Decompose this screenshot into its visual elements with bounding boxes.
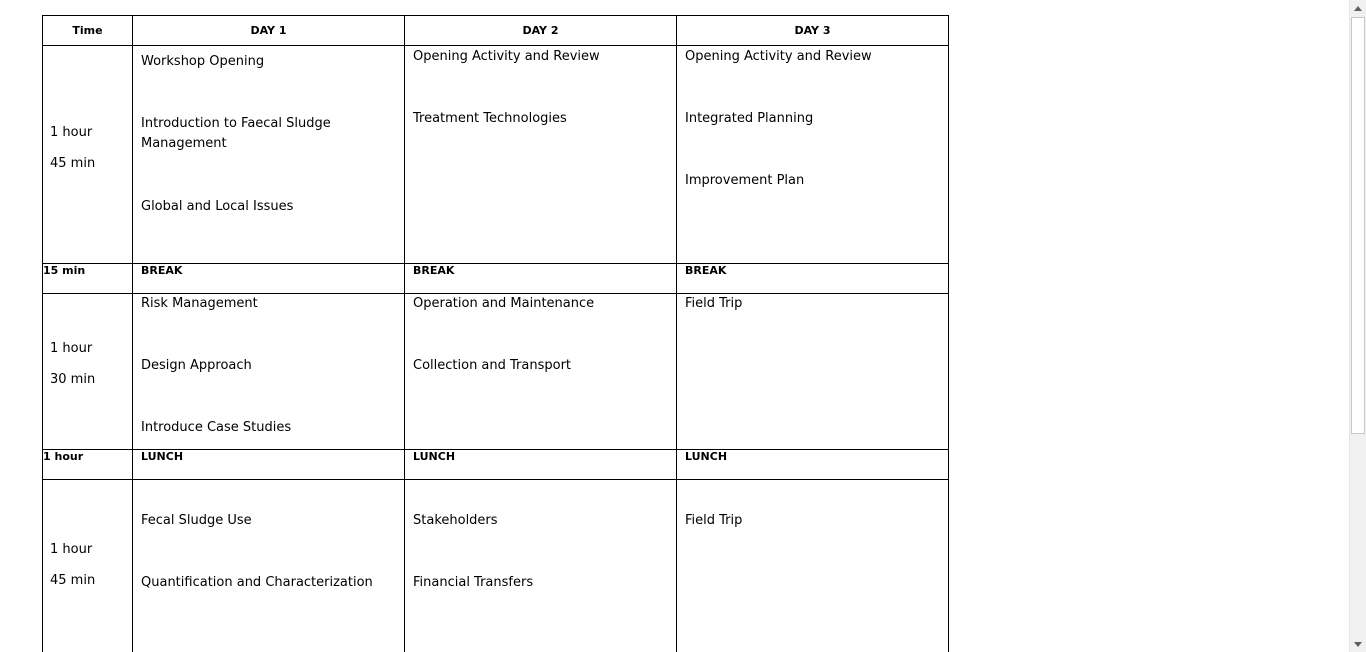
session3-day1-item: Fecal Sludge Use — [141, 513, 252, 528]
session3-day1-item: Quantification and Characterization — [141, 575, 373, 590]
lunch-row — [43, 450, 949, 480]
header-time: Time — [43, 16, 133, 46]
session2-day1-item: Introduce Case Studies — [141, 420, 292, 435]
session1-day1-item: Workshop Opening — [141, 54, 265, 69]
session1-time-line1: 1 hour — [50, 125, 93, 140]
lunch-day2: LUNCH — [405, 450, 677, 480]
session2-day3-item: Field Trip — [685, 296, 743, 311]
session3-time-line1: 1 hour — [50, 542, 93, 557]
session2-day2-item: Operation and Maintenance — [413, 296, 595, 311]
workshop-schedule-table — [42, 15, 949, 652]
session2-row — [43, 294, 949, 450]
session1-day2-item: Opening Activity and Review — [413, 49, 600, 64]
session2-day1-item: Risk Management — [141, 296, 258, 311]
session2-day3 — [677, 294, 949, 450]
session1-day3-item: Integrated Planning — [685, 111, 814, 126]
arrow-down-icon — [1354, 642, 1362, 647]
session2-day1-item: Design Approach — [141, 358, 252, 373]
session2-time-line1: 1 hour — [50, 341, 93, 356]
session2-time — [43, 294, 133, 450]
break-row — [43, 264, 949, 294]
session3-day2-item: Financial Transfers — [413, 575, 534, 590]
break-time: 15 min — [43, 264, 133, 294]
session1-day1 — [133, 46, 405, 264]
session1-day3-item: Opening Activity and Review — [685, 49, 872, 64]
session1-time — [43, 46, 133, 264]
break-day1: BREAK — [133, 264, 405, 294]
session3-day3-item: Field Trip — [685, 513, 743, 528]
session2-day2-item: Collection and Transport — [413, 358, 572, 373]
session1-row — [43, 46, 949, 264]
session2-time-line2: 30 min — [50, 372, 96, 387]
session1-day1-item: Introduction to Faecal Sludge Management — [141, 116, 331, 151]
session1-time-line2: 45 min — [50, 156, 96, 171]
session3-time — [43, 480, 133, 652]
vertical-scrollbar[interactable] — [1349, 0, 1366, 652]
arrow-up-icon — [1354, 6, 1362, 11]
break-day3: BREAK — [677, 264, 949, 294]
session1-day1-item: Global and Local Issues — [141, 199, 294, 214]
session3-row — [43, 480, 949, 652]
session3-day2-item: Stakeholders — [413, 513, 498, 528]
lunch-time: 1 hour — [43, 450, 133, 480]
lunch-day1: LUNCH — [133, 450, 405, 480]
session1-day3 — [677, 46, 949, 264]
session1-day3-item: Improvement Plan — [685, 173, 805, 188]
break-day2: BREAK — [405, 264, 677, 294]
session3-day1 — [133, 480, 405, 652]
header-day1: DAY 1 — [133, 16, 405, 46]
session3-time-line2: 45 min — [50, 573, 96, 588]
header-row — [43, 16, 949, 46]
header-day2: DAY 2 — [405, 16, 677, 46]
header-day3: DAY 3 — [677, 16, 949, 46]
session3-day2 — [405, 480, 677, 652]
scrollbar-thumb[interactable] — [1351, 17, 1365, 434]
session1-day2 — [405, 46, 677, 264]
scroll-down-button[interactable] — [1350, 636, 1366, 652]
session3-day3 — [677, 480, 949, 652]
session2-day1 — [133, 294, 405, 450]
session2-day2 — [405, 294, 677, 450]
session1-day2-item: Treatment Technologies — [413, 111, 567, 126]
scroll-up-button[interactable] — [1350, 0, 1366, 16]
lunch-day3: LUNCH — [677, 450, 949, 480]
